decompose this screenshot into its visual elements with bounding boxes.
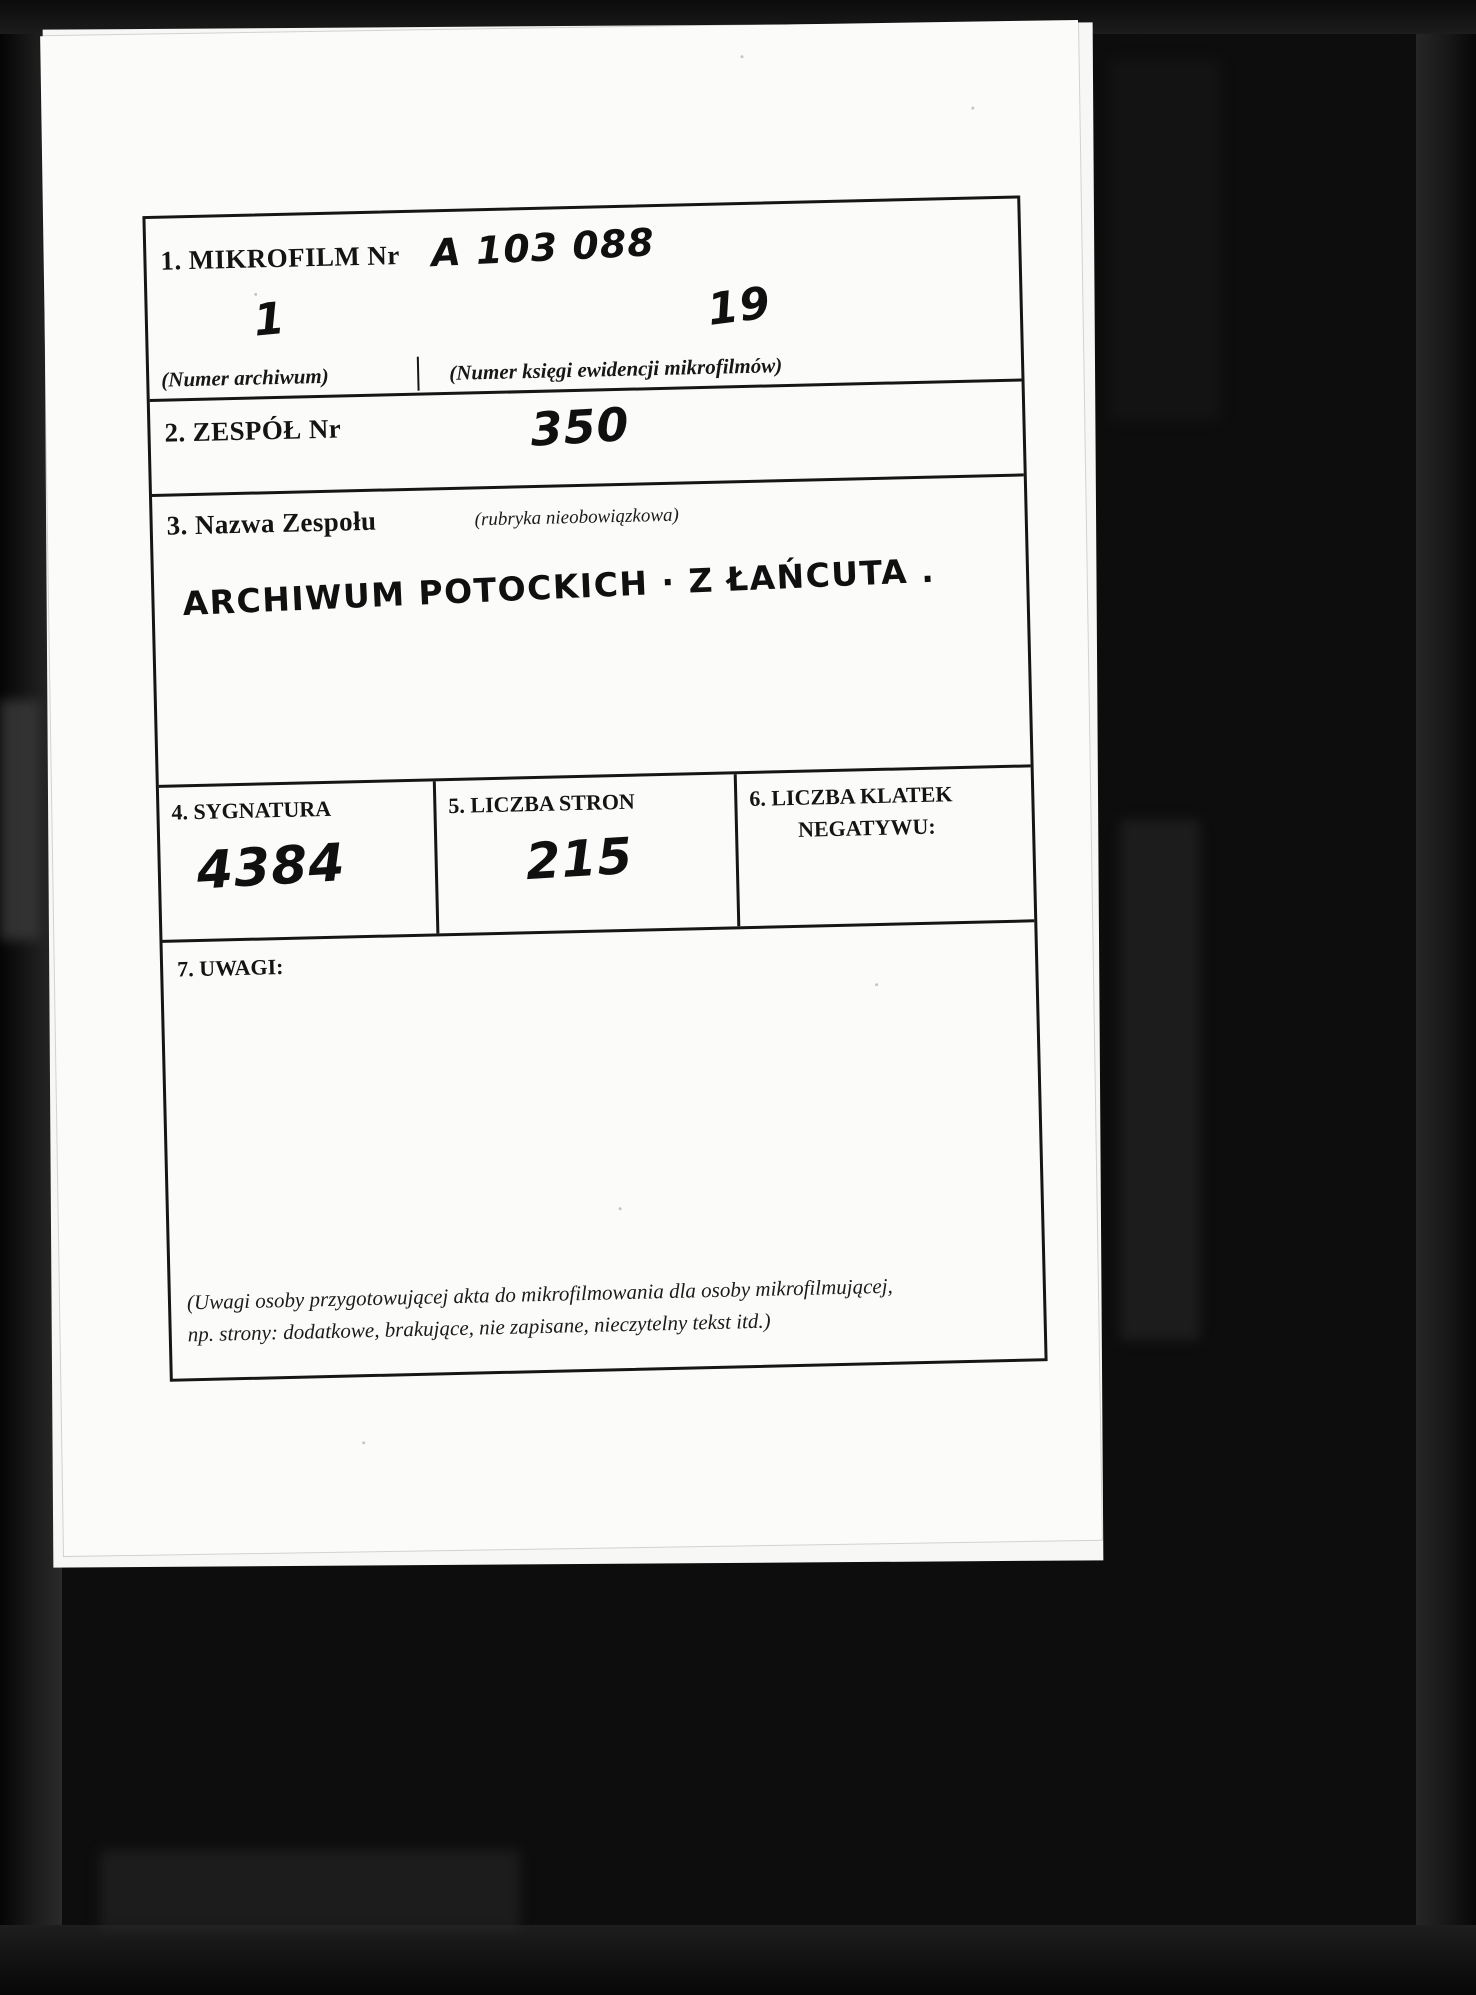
liczba-klatek-cell	[737, 767, 1034, 926]
mikrofilm-number-value: A 103 088	[430, 220, 656, 276]
mikrofilm-label: 1. MIKROFILM Nr	[160, 240, 400, 276]
scan-smudge	[0, 700, 40, 940]
liczba-stron-value: 215	[524, 826, 635, 892]
liczba-stron-label: 5. LICZBA STRON	[448, 788, 636, 819]
uwagi-footnote-line-2: np. strony: dodatkowe, brakujące, nie zapisane, nieczytelny tekst itd.)	[187, 1308, 771, 1346]
scan-smudge	[100, 1850, 520, 1930]
sygnatura-label: 4. SYGNATURA	[171, 795, 332, 825]
form-row-mikrofilm	[145, 199, 1021, 402]
liczba-stron-cell	[436, 774, 740, 933]
scan-edge-bottom	[0, 1925, 1476, 1995]
paper-sheet	[40, 20, 1102, 1556]
archive-number-value: 1	[251, 292, 288, 347]
uwagi-label: 7. UWAGI:	[176, 954, 284, 982]
scan-smudge	[1120, 820, 1200, 1340]
nazwa-zespolu-value: ARCHIWUM POTOCKICH · Z ŁAŃCUTA .	[181, 550, 936, 624]
form-row-nazwa-zespolu	[152, 476, 1031, 787]
nazwa-zespolu-label: 3. Nazwa Zespołu	[166, 505, 377, 541]
sygnatura-value: 4384	[195, 832, 348, 902]
register-number-value: 19	[704, 277, 774, 336]
nazwa-zespolu-note: (rubryka nieobowiązkowa)	[474, 504, 680, 531]
microfilm-form	[142, 195, 1047, 1381]
liczba-klatek-label-2: NEGATYWU:	[797, 813, 937, 842]
scan-edge-right	[1416, 0, 1476, 1995]
zespol-number-value: 350	[528, 397, 632, 457]
caption-divider	[417, 357, 420, 391]
zespol-label: 2. ZESPÓŁ Nr	[164, 413, 342, 448]
archive-number-caption: (Numer archiwum)	[160, 363, 329, 392]
form-row-counts	[159, 767, 1034, 943]
form-row-uwagi	[163, 922, 1045, 1378]
scan-smudge	[1110, 60, 1220, 420]
uwagi-footnote	[187, 1268, 1028, 1351]
liczba-klatek-label: 6. LICZBA KLATEK	[748, 781, 953, 811]
uwagi-footnote-line-1: (Uwagi osoby przygotowującej akta do mikrofilmowania dla osoby mikrofilmującej,	[186, 1273, 894, 1315]
sygnatura-cell	[159, 781, 440, 939]
register-number-caption: (Numer księgi ewidencji mikrofilmów)	[448, 353, 783, 385]
